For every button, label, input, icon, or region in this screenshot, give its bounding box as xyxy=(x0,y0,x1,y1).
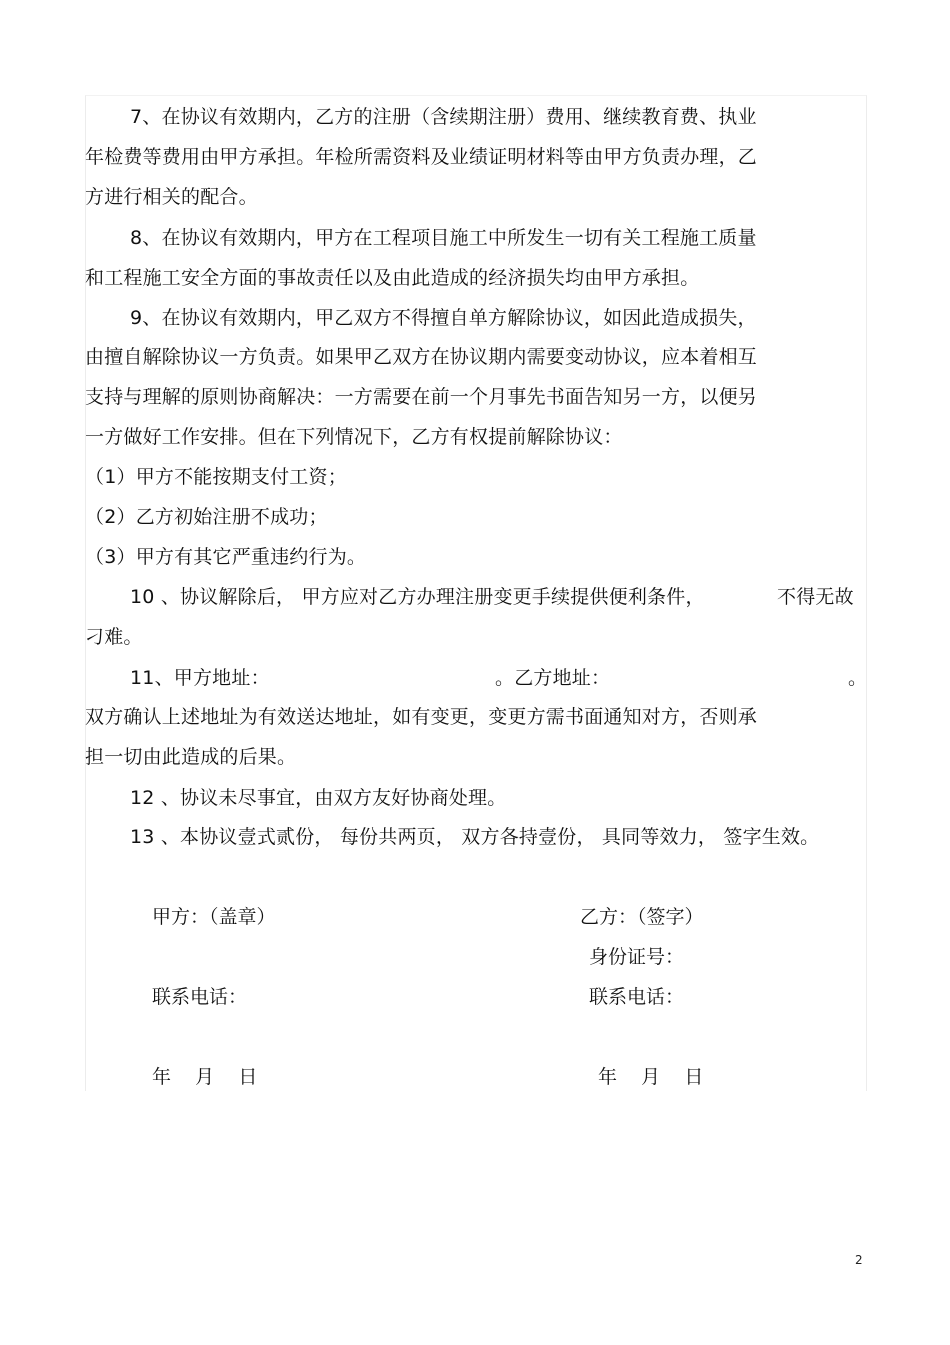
party-a-phone-label: 联系电话： xyxy=(152,986,248,1008)
clause-9-item-2: （2）乙方初始注册不成功； xyxy=(85,506,328,528)
clause-9-item-3: （3）甲方有其它严重违约行为。 xyxy=(85,546,367,568)
clause-7-line-3: 方进行相关的配合。 xyxy=(85,186,258,208)
clause-10-line-2: 刁难。 xyxy=(85,626,143,648)
party-a-date: 年 月 日 xyxy=(152,1066,258,1088)
clause-8-line-2: 和工程施工安全方面的事故责任以及由此造成的经济损失均由甲方承担。 xyxy=(85,267,700,289)
clause-7-line-2: 年检费等费用由甲方承担。年检所需资料及业绩证明材料等由甲方负责办理，乙 xyxy=(85,146,758,168)
party-a-seal-label: 甲方：（盖章） xyxy=(152,906,276,928)
clause-11-end-mark: 。 xyxy=(848,667,868,689)
id-number-label: 身份证号： xyxy=(589,946,685,968)
clause-11-party-a-address: 11、甲方地址： xyxy=(130,667,270,689)
clause-7-line-1: 7、在协议有效期内，乙方的注册（含续期注册）费用、继续教育费、执业 xyxy=(130,106,757,128)
clause-9-line-3: 支持与理解的原则协商解决：一方需要在前一个月事先书面告知另一方，以便另 xyxy=(85,386,758,408)
party-b-sign-label: 乙方：（签字） xyxy=(580,906,704,928)
clause-12: 12 、协议未尽事宜，由双方友好协商处理。 xyxy=(130,787,507,809)
party-b-date: 年 月 日 xyxy=(598,1066,704,1088)
clause-9-line-4: 一方做好工作安排。但在下列情况下，乙方有权提前解除协议： xyxy=(85,426,623,448)
clause-13: 13 、本协议壹式贰份， 每份共两页， 双方各持壹份， 具同等效力， 签字生效。 xyxy=(130,826,820,848)
page-number: 2 xyxy=(855,1253,863,1267)
clause-9-line-1: 9、在协议有效期内，甲乙双方不得擅自单方解除协议，如因此造成损失， xyxy=(130,307,757,329)
clause-9-line-2: 由擅自解除协议一方负责。如果甲乙双方在协议期内需要变动协议，应本着相互 xyxy=(85,346,758,368)
clause-10-line-1-end: 不得无故 xyxy=(777,586,854,608)
clause-11-line-2: 双方确认上述地址为有效送达地址，如有变更，变更方需书面通知对方，否则承 xyxy=(85,706,758,728)
clause-9-item-1: （1）甲方不能按期支付工资； xyxy=(85,466,347,488)
clause-8-line-1: 8、在协议有效期内，甲方在工程项目施工中所发生一切有关工程施工质量 xyxy=(130,227,757,249)
clause-10-line-1: 10 、协议解除后， 甲方应对乙方办理注册变更手续提供便利条件， xyxy=(130,586,705,608)
clause-11-line-3: 担一切由此造成的后果。 xyxy=(85,746,297,768)
clause-11-party-b-address: 。乙方地址： xyxy=(495,667,611,689)
party-b-phone-label: 联系电话： xyxy=(589,986,685,1008)
